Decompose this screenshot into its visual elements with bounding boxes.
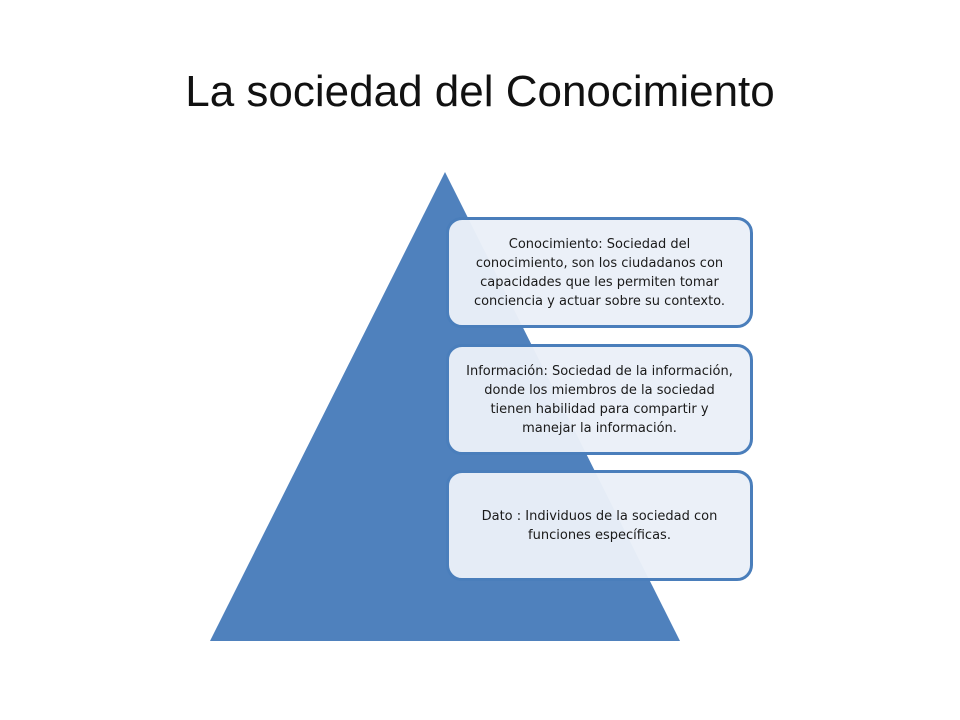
pyramid-level-text: Dato : Individuos de la sociedad con funciones específicas. <box>481 508 718 543</box>
slide-title: La sociedad del Conocimiento <box>185 67 775 116</box>
pyramid-level-dato <box>446 470 753 581</box>
pyramid-level-text: Conocimiento: Sociedad del conocimiento, son los ciudadanos con capacidades que les permiten tomar conciencia y actuar sobre su contexto. <box>473 236 726 309</box>
pyramid-level-text: Información: Sociedad de la información, donde los miembros de la sociedad tienen habilidad para compartir y manejar la información. <box>466 363 733 436</box>
pyramid-level-conocimiento <box>446 217 753 328</box>
pyramid-level-informacion <box>446 344 753 455</box>
